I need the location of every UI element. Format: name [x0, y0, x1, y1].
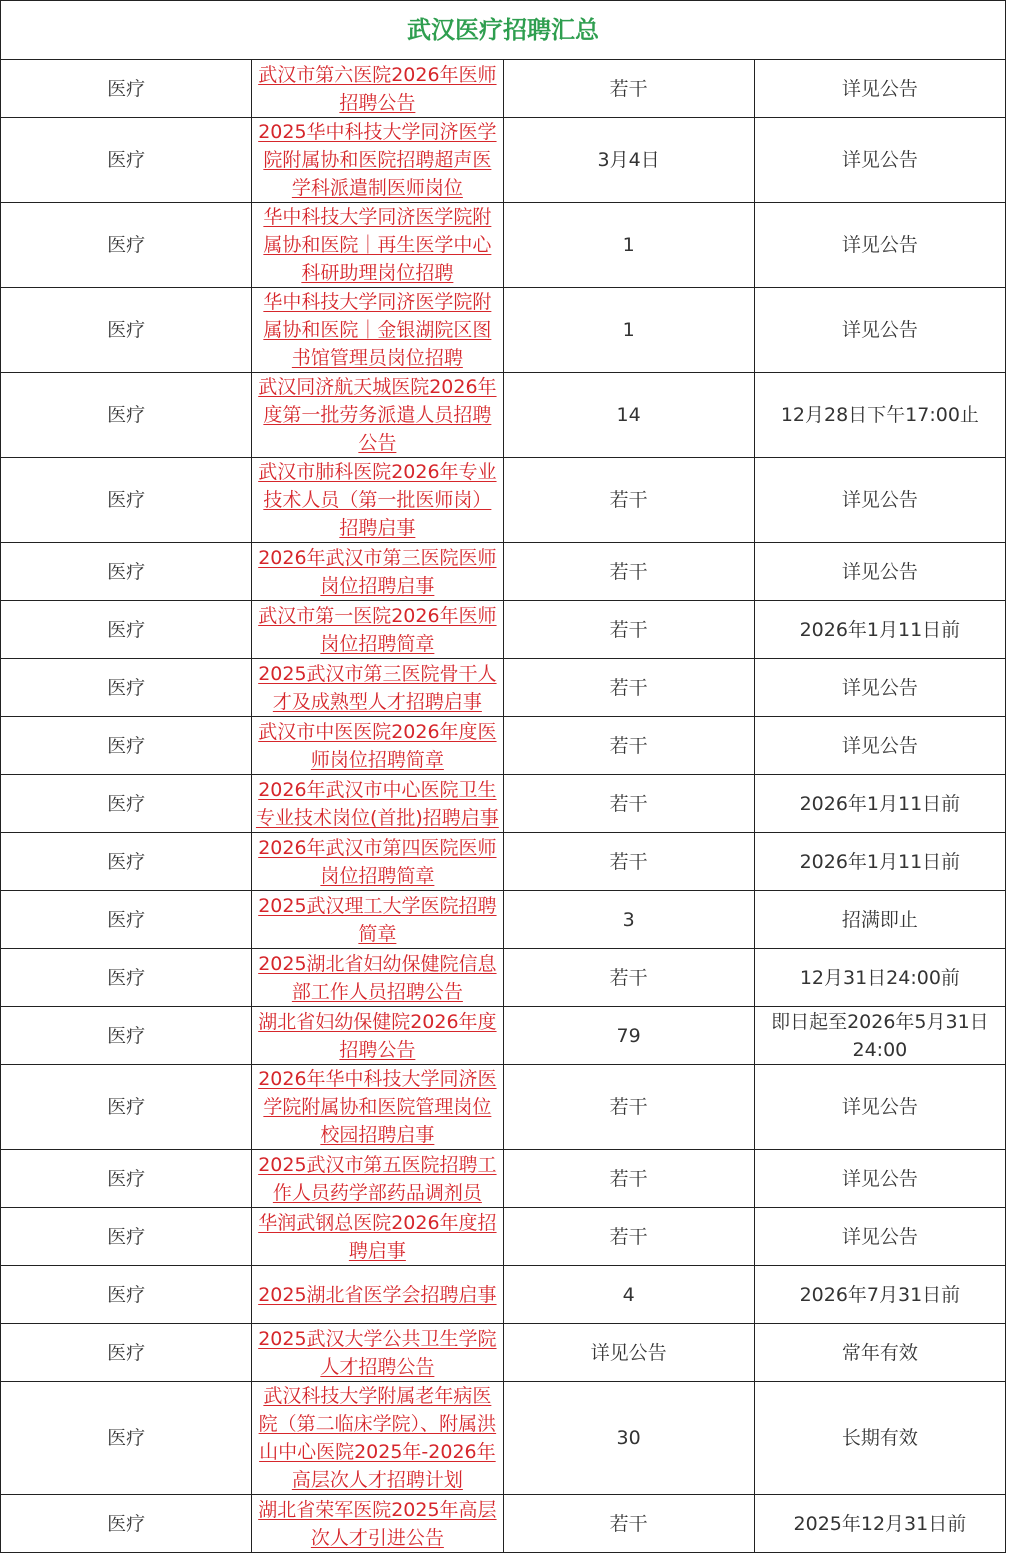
table-row: [1, 1266, 1006, 1324]
category-cell: 医疗: [1, 1007, 252, 1065]
category-cell: 医疗: [1, 1266, 252, 1324]
deadline-cell: 详见公告: [754, 118, 1005, 203]
table-row: [1, 833, 1006, 891]
job-posting-link[interactable]: 2025华中科技大学同济医学院附属协和医院招聘超声医学科派遣制医师岗位: [258, 121, 497, 199]
job-posting-link[interactable]: 2025武汉市第三医院骨干人才及成熟型人才招聘启事: [258, 662, 497, 713]
table-row: [1, 1150, 1006, 1208]
title-cell: [252, 543, 503, 601]
headcount-cell: 若干: [503, 833, 754, 891]
category-cell: 医疗: [1, 1382, 252, 1495]
category-cell: 医疗: [1, 659, 252, 717]
title-cell: [252, 288, 503, 373]
job-posting-link[interactable]: 武汉同济航天城医院2026年度第一批劳务派遣人员招聘公告: [258, 376, 497, 454]
title-cell: [252, 833, 503, 891]
title-cell: [252, 60, 503, 118]
table-row: [1, 1065, 1006, 1150]
title-cell: [252, 775, 503, 833]
deadline-cell: 2026年7月31日前: [754, 1266, 1005, 1324]
deadline-cell: 详见公告: [754, 60, 1005, 118]
category-cell: 医疗: [1, 1495, 252, 1553]
table-row: [1, 373, 1006, 458]
job-posting-link[interactable]: 华润武钢总医院2026年度招聘启事: [258, 1211, 497, 1262]
category-cell: 医疗: [1, 891, 252, 949]
headcount-cell: 1: [503, 288, 754, 373]
category-cell: 医疗: [1, 1208, 252, 1266]
category-cell: 医疗: [1, 1324, 252, 1382]
title-cell: [252, 118, 503, 203]
table-row: [1, 1382, 1006, 1495]
job-posting-link[interactable]: 华中科技大学同济医学院附属协和医院｜再生医学中心科研助理岗位招聘: [263, 206, 492, 284]
table-row: [1, 891, 1006, 949]
table-row: [1, 949, 1006, 1007]
title-cell: [252, 891, 503, 949]
category-cell: 医疗: [1, 118, 252, 203]
deadline-cell: 详见公告: [754, 1065, 1005, 1150]
title-cell: [252, 601, 503, 659]
category-cell: 医疗: [1, 60, 252, 118]
headcount-cell: 若干: [503, 1495, 754, 1553]
headcount-cell: 若干: [503, 543, 754, 601]
deadline-cell: 详见公告: [754, 659, 1005, 717]
title-row: [1, 1, 1006, 60]
table-row: [1, 60, 1006, 118]
job-posting-link[interactable]: 湖北省妇幼保健院2026年度招聘公告: [258, 1010, 497, 1061]
job-posting-link[interactable]: 2026年华中科技大学同济医学院附属协和医院管理岗位校园招聘启事: [258, 1068, 497, 1146]
deadline-cell: 2026年1月11日前: [754, 775, 1005, 833]
job-posting-link[interactable]: 2025武汉理工大学医院招聘简章: [258, 894, 497, 945]
table-body: [1, 1, 1006, 1553]
deadline-cell: 详见公告: [754, 458, 1005, 543]
deadline-cell: 即日起至2026年5月31日24:00: [754, 1007, 1005, 1065]
headcount-cell: 若干: [503, 1208, 754, 1266]
category-cell: 医疗: [1, 1150, 252, 1208]
headcount-cell: 3: [503, 891, 754, 949]
title-cell: [252, 203, 503, 288]
title-cell: [252, 1266, 503, 1324]
table-row: [1, 118, 1006, 203]
table-row: [1, 1324, 1006, 1382]
headcount-cell: 若干: [503, 949, 754, 1007]
table-row: [1, 1208, 1006, 1266]
deadline-cell: 详见公告: [754, 203, 1005, 288]
category-cell: 医疗: [1, 458, 252, 543]
deadline-cell: 12月31日24:00前: [754, 949, 1005, 1007]
deadline-cell: 详见公告: [754, 1150, 1005, 1208]
title-cell: [252, 1007, 503, 1065]
title-cell: [252, 458, 503, 543]
job-posting-link[interactable]: 武汉市第一医院2026年医师岗位招聘简章: [258, 604, 497, 655]
title-cell: [252, 1382, 503, 1495]
job-posting-link[interactable]: 2026年武汉市第四医院医师岗位招聘简章: [258, 836, 497, 887]
headcount-cell: 1: [503, 203, 754, 288]
job-posting-link[interactable]: 武汉市中医医院2026年度医师岗位招聘简章: [258, 720, 497, 771]
headcount-cell: 详见公告: [503, 1324, 754, 1382]
title-cell: [252, 1150, 503, 1208]
table-row: [1, 458, 1006, 543]
job-posting-link[interactable]: 2025武汉大学公共卫生学院人才招聘公告: [258, 1327, 497, 1378]
headcount-cell: 若干: [503, 601, 754, 659]
category-cell: 医疗: [1, 717, 252, 775]
job-posting-link[interactable]: 武汉市第六医院2026年医师招聘公告: [258, 63, 497, 114]
job-posting-link[interactable]: 华中科技大学同济医学院附属协和医院｜金银湖院区图书馆管理员岗位招聘: [263, 291, 492, 369]
table-row: [1, 203, 1006, 288]
headcount-cell: 3月4日: [503, 118, 754, 203]
job-posting-link[interactable]: 武汉科技大学附属老年病医院（第二临床学院）、附属洪山中心医院2025年-2026年高层次人才招聘计划: [258, 1385, 497, 1491]
deadline-cell: 详见公告: [754, 288, 1005, 373]
title-cell: [252, 717, 503, 775]
deadline-cell: 详见公告: [754, 1208, 1005, 1266]
job-posting-link[interactable]: 武汉市肺科医院2026年专业技术人员（第一批医师岗）招聘启事: [258, 461, 497, 539]
category-cell: 医疗: [1, 1065, 252, 1150]
deadline-cell: 招满即止: [754, 891, 1005, 949]
title-cell: [252, 373, 503, 458]
category-cell: 医疗: [1, 833, 252, 891]
headcount-cell: 若干: [503, 60, 754, 118]
deadline-cell: 2026年1月11日前: [754, 833, 1005, 891]
table-row: [1, 1495, 1006, 1553]
headcount-cell: 若干: [503, 1150, 754, 1208]
category-cell: 医疗: [1, 601, 252, 659]
deadline-cell: 2025年12月31日前: [754, 1495, 1005, 1553]
title-cell: [252, 659, 503, 717]
job-posting-link[interactable]: 2026年武汉市第三医院医师岗位招聘启事: [258, 546, 497, 597]
table-row: [1, 775, 1006, 833]
table-row: [1, 717, 1006, 775]
headcount-cell: 79: [503, 1007, 754, 1065]
table-row: [1, 288, 1006, 373]
headcount-cell: 4: [503, 1266, 754, 1324]
headcount-cell: 若干: [503, 775, 754, 833]
headcount-cell: 若干: [503, 659, 754, 717]
headcount-cell: 14: [503, 373, 754, 458]
table-row: [1, 1007, 1006, 1065]
deadline-cell: 长期有效: [754, 1382, 1005, 1495]
deadline-cell: 常年有效: [754, 1324, 1005, 1382]
category-cell: 医疗: [1, 203, 252, 288]
category-cell: 医疗: [1, 543, 252, 601]
title-cell: [252, 1065, 503, 1150]
headcount-cell: 若干: [503, 458, 754, 543]
deadline-cell: 详见公告: [754, 543, 1005, 601]
table-row: [1, 601, 1006, 659]
deadline-cell: 12月28日下午17:00止: [754, 373, 1005, 458]
title-cell: [252, 1208, 503, 1266]
job-posting-link[interactable]: 湖北省荣军医院2025年高层次人才引进公告: [258, 1498, 497, 1549]
headcount-cell: 若干: [503, 1065, 754, 1150]
headcount-cell: 若干: [503, 717, 754, 775]
job-posting-link[interactable]: 2025武汉市第五医院招聘工作人员药学部药品调剂员: [258, 1153, 497, 1204]
job-posting-link[interactable]: 2025湖北省医学会招聘启事: [258, 1283, 497, 1306]
category-cell: 医疗: [1, 949, 252, 1007]
deadline-cell: 详见公告: [754, 717, 1005, 775]
table-row: [1, 659, 1006, 717]
title-cell: [252, 949, 503, 1007]
category-cell: 医疗: [1, 775, 252, 833]
table-row: [1, 543, 1006, 601]
title-cell: [252, 1495, 503, 1553]
deadline-cell: 2026年1月11日前: [754, 601, 1005, 659]
category-cell: 医疗: [1, 288, 252, 373]
category-cell: 医疗: [1, 373, 252, 458]
job-posting-link[interactable]: 2026年武汉市中心医院卫生专业技术岗位(首批)招聘启事: [255, 778, 499, 829]
job-posting-link[interactable]: 2025湖北省妇幼保健院信息部工作人员招聘公告: [258, 952, 497, 1003]
headcount-cell: 30: [503, 1382, 754, 1495]
page-title: 武汉医疗招聘汇总: [1, 1, 1006, 60]
title-cell: [252, 1324, 503, 1382]
